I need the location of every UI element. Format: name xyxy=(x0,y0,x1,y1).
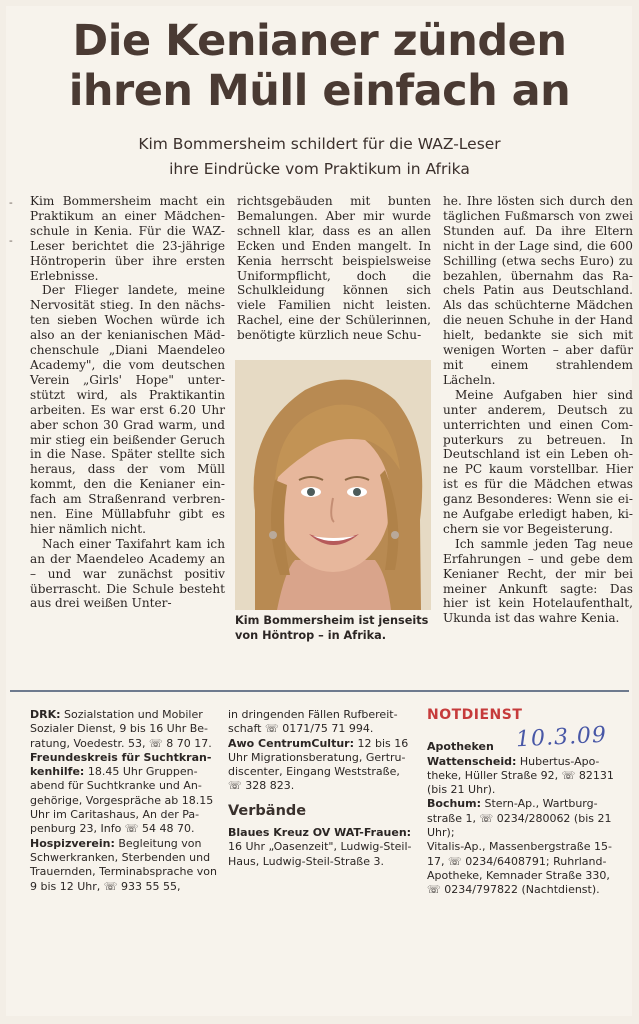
info-entry xyxy=(427,755,627,798)
article-paragraph: he. Ihre lösten sich durch den täglichen Fußmarsch von zwei Stunden auf. Da ihre Eltern nicht in der Lage sind, die 600 Schilling (etwa sechs Euro) zu bezahlen, übernahm das Rachels Patin aus Deutschland. Als das schüchterne Mädchen die neuen Schuhe in der Hand hielt, bedankte sie sich mit wenigen Worten – aber dafür mit einem strahlendem Lächeln. xyxy=(443,194,633,387)
info-entry xyxy=(30,837,220,894)
info-column-2 xyxy=(228,708,413,869)
info-entry xyxy=(30,708,220,751)
info-entry xyxy=(427,840,627,897)
subheadline-line-2: ihre Eindrücke vom Praktikum in Afrika xyxy=(169,160,470,178)
info-label: Blaues Kreuz OV WAT-Frauen: xyxy=(228,826,412,840)
article-paragraph: Der Flieger landete, meine Nervosität stieg. In den nächsten sieben Wochen würde ich also an der kenianischen Mädchenschule „Diani Maendeleo Academy", die vom deutschen Verein „Girls' Hope" unterstützt wird, als Praktikantin arbeiten. Es war erst 6.20 Uhr aber schon 30 Grad warm, und mir stieg ein beißender Geruch in die Nase. Später stellte sich heraus, dass der vom Müll kommt, den die Kenianer einfach am Straßenrand verbrennen. Eine Müllabfuhr gibt es hier nämlich nicht. xyxy=(30,283,225,536)
article-paragraph: Ich sammle jeden Tag neue Erfahrungen – und gebe dem Kenianer Recht, der mir bei meiner Ankunft sagte: Das hier ist kein Hotelaufenthalt, Ukunda ist das wahre Kenia. xyxy=(443,536,633,626)
article-paragraph: Nach einer Taxifahrt kam ich an der Maendeleo Academy an – und war zunächst positiv überrascht. Die Schule besteht aus drei weißen Unter- xyxy=(30,536,225,611)
info-entry xyxy=(427,797,627,840)
info-text: Hubertus-Apotheke, Hüller Straße 92, ☏ 82131 (bis 21 Uhr). xyxy=(427,754,614,797)
info-text: Stern-Ap., Wartburgstraße 1, ☏ 0234/280062 (bis 21 Uhr); xyxy=(427,797,612,840)
info-text: Begleitung von Schwerkranken, Sterbenden und Trauernden, Terminabsprache von 9 bis 12 Uhr, ☏ 933 55 55, xyxy=(30,836,218,893)
article-column-1 xyxy=(30,194,225,611)
info-label: Freundeskreis für Suchtkrankenhilfe: xyxy=(30,750,212,779)
info-label: Awo CentrumCultur: xyxy=(228,736,354,750)
info-text: 12 bis 16 Uhr Migrationsberatung, Gertrudiscenter, Eingang Weststraße, ☏ 328 823. xyxy=(228,736,409,793)
info-entry xyxy=(30,751,220,837)
margin-mark: - xyxy=(9,196,13,209)
margin-mark: - xyxy=(9,234,13,247)
info-entry: in dringenden Fällen Rufbereitschaft ☏ 0171/75 71 994. xyxy=(228,708,398,736)
headline-line-1: Die Kenianer zünden xyxy=(72,16,567,66)
info-entry xyxy=(228,826,413,869)
notdienst-heading: NOTDIENST xyxy=(427,707,523,723)
info-column-1 xyxy=(30,708,220,894)
info-text: Vitalis-Ap., Massenbergstraße 15-17, ☏ 0234/6408791; Ruhrland-Apotheke, Kemnader Straße 330, ☏ 0234/797822 (Nachtdienst). xyxy=(427,840,612,897)
verbaende-heading: Verbände xyxy=(228,802,307,819)
article-column-3 xyxy=(443,194,633,626)
info-text: 16 Uhr „Oasenzeit", Ludwig-Steil-Haus, Ludwig-Steil-Straße 3. xyxy=(228,840,412,868)
info-label: Wattenscheid: xyxy=(427,754,517,768)
info-label: DRK: xyxy=(30,708,61,721)
article-column-2 xyxy=(237,194,431,343)
handwritten-date: 10.3.09 xyxy=(515,722,608,753)
photo-caption: Kim Bommersheim ist jenseits von Höntrop – in Afrika. xyxy=(235,614,429,642)
apotheken-heading: Apotheken xyxy=(427,740,494,754)
section-divider xyxy=(10,690,629,692)
info-label: Hospizverein: xyxy=(30,836,115,850)
portrait-image xyxy=(235,360,431,610)
info-label: Bochum: xyxy=(427,797,481,811)
info-entry xyxy=(228,737,413,794)
article-paragraph: Meine Aufgaben hier sind unter anderem, Deutsch zu unterrichten und einen Computerkurs zu betreuen. In Deutschland ist ein Leben ohne PC kaum vorstellbar. Hier ist es für die Mädchen etwas ganz Besonderes: Wenn sie eine Aufgabe erledigt haben, kichern sie vor Begeisterung. xyxy=(443,387,633,536)
subheadline-line-1: Kim Bommersheim schildert für die WAZ-Leser xyxy=(138,135,501,153)
article-paragraph: richtsgebäuden mit bunten Bemalungen. Aber mir wurde schnell klar, dass es an allen Ecken und Enden mangelt. In Kenia herrscht beispielsweise Uniformpflicht, doch die Schulkleidung können sich viele Familien nicht leisten. Rachel, eine der Schülerinnen, benötigte kürzlich neue Schu- xyxy=(237,194,431,343)
headline-line-2: ihren Müll einfach an xyxy=(68,66,571,116)
info-text: 18.45 Uhr Gruppenabend für Suchtkranke und Angehörige, Vorgespräche ab 18.15 Uhr im Caritashaus, An der Papenburg 23, Info ☏ 54 48 70. xyxy=(30,765,214,836)
article-paragraph: Kim Bommersheim macht ein Praktikum an einer Mädchenschule in Kenia. Für die WAZ-Leser berichtet die 23-jährige Höntroperin über ihre ersten Erlebnisse. xyxy=(30,194,225,283)
portrait-photo xyxy=(235,360,431,610)
info-text: Sozialstation und Mobiler Sozialer Dienst, 9 bis 16 Uhr Beratung, Voedestr. 53, ☏ 8 70 17. xyxy=(30,708,212,750)
